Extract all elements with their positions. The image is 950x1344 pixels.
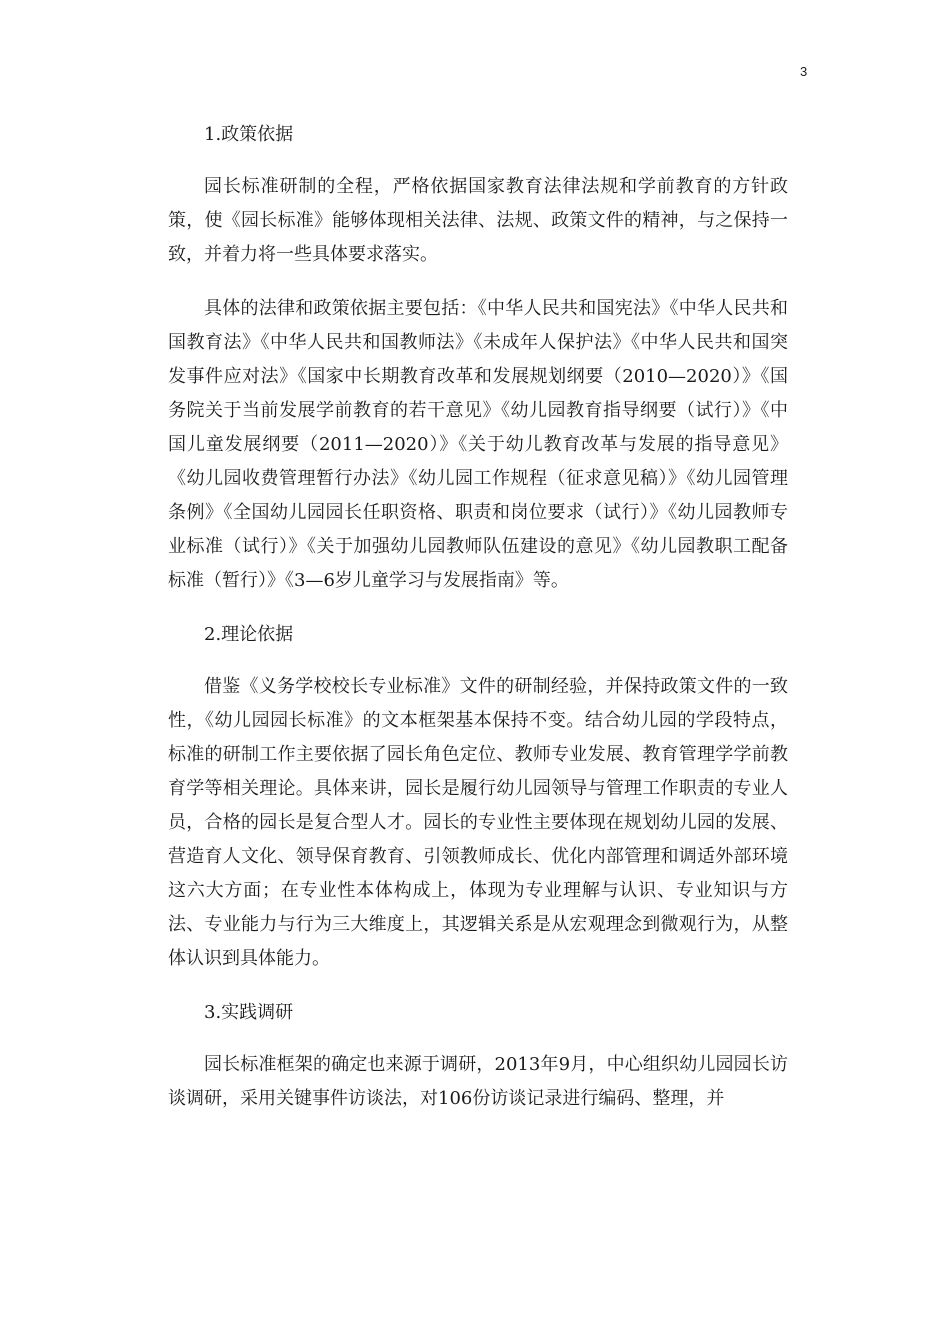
- paragraph-theory: 借鉴《义务学校校长专业标准》文件的研制经验，并保持政策文件的一致性，《幼儿园园长标准》的文本框架基本保持不变。结合幼儿园的学段特点，标准的研制工作主要依据了园长角色定位、教师专业发展、教育管理学学前教育学等相关理论。具体来讲，园长是履行幼儿园领导与管理工作职责的专业人员，合格的园长是复合型人才。园长的专业性主要体现在规划幼儿园的发展、营造育人文化、领导保育教育、引领教师成长、优化内部管理和调适外部环境这六大方面；在专业性本体构成上，体现为专业理解与认识、专业知识与方法、专业能力与行为三大维度上，其逻辑关系是从宏观理念到微观行为，从整体认识到具体能力。: [168, 676, 788, 969]
- paragraph-policy-intro: 园长标准研制的全程，严格依据国家教育法律法规和学前教育的方针政策，使《园长标准》能够体现相关法律、法规、政策文件的精神，与之保持一致，并着力将一些具体要求落实。: [168, 176, 788, 265]
- paragraph-policy-list: 具体的法律和政策依据主要包括：《中华人民共和国宪法》《中华人民共和国教育法》《中华人民共和国教师法》《未成年人保护法》《中华人民共和国突发事件应对法》《国家中长期教育改革和发展规划纲要（2010—2020）》《国务院关于当前发展学前教育的若干意见》《幼儿园教育指导纲要（试行）》《中国儿童发展纲要（2011—2020）》《关于幼儿教育改革与发展的指导意见》《幼儿园收费管理暂行办法》《幼儿园工作规程（征求意见稿）》《幼儿园管理条例》《全国幼儿园园长任职资格、职责和岗位要求（试行）》《幼儿园教师专业标准（试行）》《关于加强幼儿园教师队伍建设的意见》《幼儿园教职工配备标准（暂行）》《3—6岁儿童学习与发展指南》等。: [168, 298, 788, 591]
- section-heading-policy: 1.政策依据: [204, 124, 294, 145]
- paragraph-research: 园长标准框架的确定也来源于调研，2013年9月，中心组织幼儿园园长访谈调研，采用关键事件访谈法，对106份访谈记录进行编码、整理，并: [168, 1054, 788, 1109]
- page-number: 3: [800, 64, 808, 79]
- section-heading-research: 3.实践调研: [204, 1002, 294, 1023]
- section-heading-theory: 2.理论依据: [204, 624, 294, 645]
- document-body: [168, 118, 788, 1116]
